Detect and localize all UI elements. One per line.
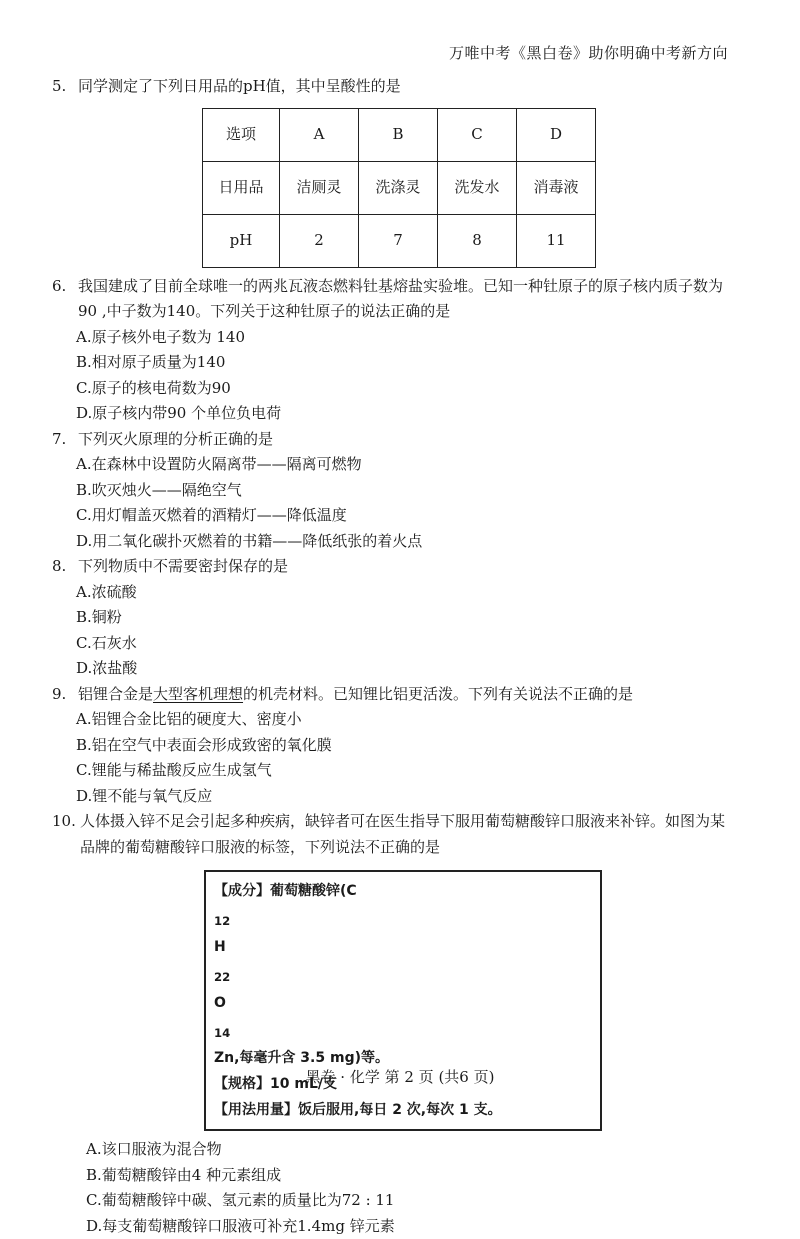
question-5 [52, 74, 732, 268]
table-row [203, 214, 596, 267]
option-b: B.吹灭烛火——隔绝空气 [76, 480, 242, 499]
option-c: C.用灯帽盖灭燃着的酒精灯——降低温度 [76, 506, 347, 524]
question-stem: 我国建成了目前全球唯一的两兆瓦液态燃料钍基熔盐实验堆。已知一种钍原子的原子核内质子数为90 ,中子数为140。下列关于这种钍原子的说法正确的是 [78, 276, 724, 320]
question-number: 8. [52, 557, 67, 575]
label-line-usage: 【用法用量】饭后服用,每日 2 次,每次 1 支。 [214, 1102, 502, 1119]
question-list [52, 74, 732, 1239]
table-cell: 7 [359, 214, 438, 267]
option-d: D.每支葡萄糖酸锌口服液可补充1.4mg 锌元素 [86, 1216, 395, 1235]
option-c: C.原子的核电荷数为90 [76, 378, 231, 397]
question-8 [52, 554, 732, 682]
table-cell: B [359, 108, 438, 161]
label-text: Zn,每毫升含 3.5 mg)等。 [214, 1050, 389, 1067]
label-text: 【成分】葡萄糖酸锌(C [214, 883, 357, 899]
table-cell: 选项 [203, 108, 280, 161]
option-c: C.锂能与稀盐酸反应生成氢气 [76, 761, 272, 779]
table-cell: 8 [438, 214, 517, 267]
table-cell: A [280, 108, 359, 161]
option-a: A.在森林中设置防火隔离带——隔离可燃物 [76, 455, 362, 473]
option-d: D.原子核内带90 个单位负电荷 [76, 404, 282, 422]
table-cell: 日用品 [203, 161, 280, 214]
label-text: H [214, 938, 226, 955]
option-c: C.葡萄糖酸锌中碳、氢元素的质量比为72 : 11 [86, 1191, 395, 1210]
table-cell: 洗发水 [438, 161, 517, 214]
option-b: B.铝在空气中表面会形成致密的氧化膜 [76, 735, 332, 754]
ph-table [202, 108, 596, 268]
table-cell: C [438, 108, 517, 161]
question-10 [52, 809, 732, 1239]
question-stem: 人体摄入锌不足会引起多种疾病，缺锌者可在医生指导下服用葡萄糖酸锌口服液来补锌。如图为某品牌的葡萄糖酸锌口服液的标签，下列说法不正确的是 [80, 812, 726, 856]
table-cell: 洁厕灵 [280, 161, 359, 214]
option-b: B.相对原子质量为140 [76, 353, 226, 371]
question-stem [78, 682, 732, 708]
question-number: 6. [52, 276, 67, 295]
option-a: A.浓硫酸 [76, 582, 137, 601]
label-text: O [214, 994, 226, 1011]
table-cell: 11 [517, 214, 596, 267]
subscript: 22 [214, 969, 231, 984]
option-a: A.该口服液为混合物 [86, 1140, 222, 1159]
label-line-ingredients [214, 878, 592, 1071]
option-d: D.锂不能与氧气反应 [76, 786, 213, 805]
stem-text: 的机壳材料。已知锂比铝更活泼。下列有关说法不正确的是 [243, 684, 634, 703]
question-stem: 下列灭火原理的分析正确的是 [78, 429, 274, 448]
page-footer: 黑卷 · 化学 第 2 页 (共6 页) [305, 1068, 495, 1086]
table-cell: D [517, 108, 596, 161]
table-row [203, 161, 596, 214]
subscript: 14 [214, 1025, 231, 1040]
table-cell: pH [203, 214, 280, 267]
table-cell: 消毒液 [517, 161, 596, 214]
option-a: A.原子核外电子数为 140 [76, 327, 245, 346]
table-row [203, 108, 596, 161]
underlined-text: 大型客机理想 [153, 684, 244, 703]
question-stem: 下列物质中不需要密封保存的是 [78, 557, 289, 575]
question-number: 9. [52, 684, 67, 703]
table-cell: 2 [280, 214, 359, 267]
option-c: C.石灰水 [76, 633, 137, 652]
question-9 [52, 682, 732, 810]
stem-text: 铝锂合金是 [78, 684, 154, 703]
question-number: 7. [52, 429, 67, 448]
subscript: 12 [214, 913, 231, 928]
question-6 [52, 274, 732, 427]
label-line-spec: 【规格】10 mL/支 [214, 1076, 337, 1093]
option-b: B.葡萄糖酸锌由4 种元素组成 [86, 1165, 282, 1184]
question-number: 5. [52, 77, 67, 95]
page-header: 万唯中考《黑白卷》助你明确中考新方向 [448, 44, 728, 62]
product-label [204, 870, 602, 1131]
question-number: 10. [52, 812, 76, 830]
question-7 [52, 427, 732, 555]
option-a: A.铝锂合金比铝的硬度大、密度小 [76, 710, 302, 728]
option-d: D.浓盐酸 [76, 659, 138, 677]
question-stem: 同学测定了下列日用品的pH值，其中呈酸性的是 [78, 77, 401, 95]
option-d: D.用二氧化碳扑灭燃着的书籍——降低纸张的着火点 [76, 531, 423, 550]
table-cell: 洗涤灵 [359, 161, 438, 214]
option-b: B.铜粉 [76, 608, 122, 626]
